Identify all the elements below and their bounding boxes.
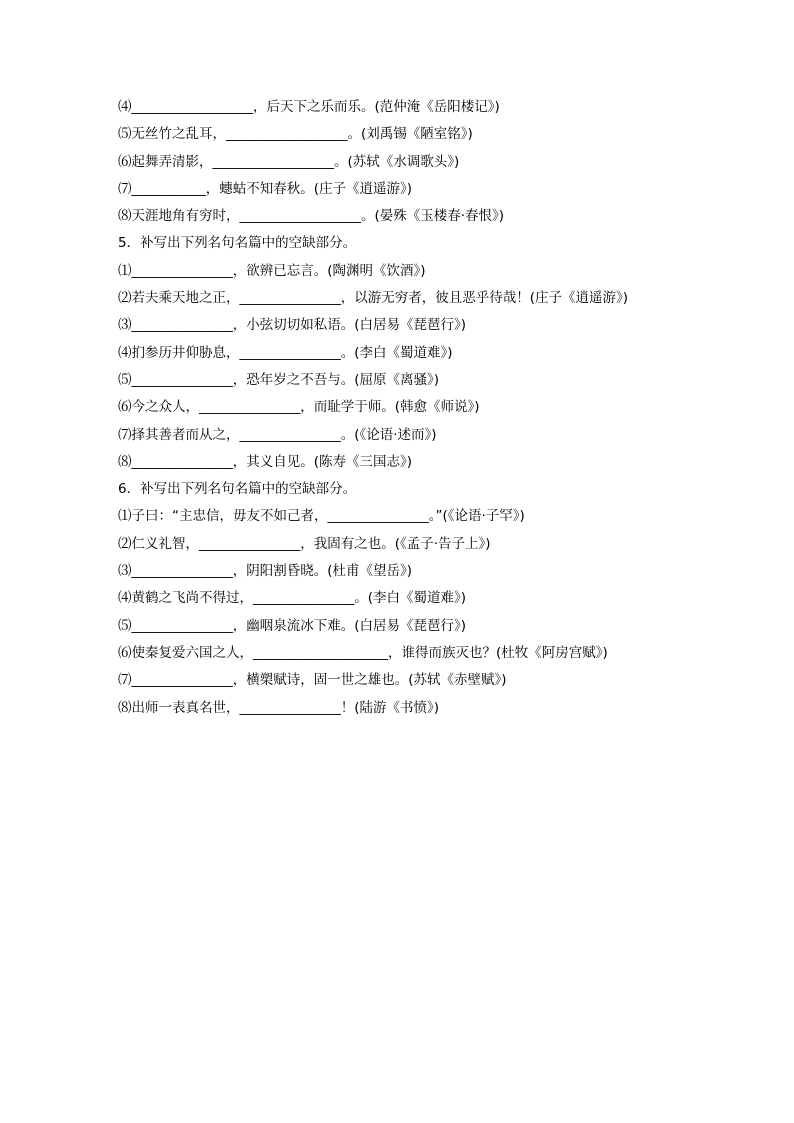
question-line-5-8: ⑻_______________，其义自见。(陈寿《三国志》) — [118, 453, 413, 470]
question-line-4-7: ⑺___________，蟪蛄不知春秋。(庄子《逍遥游》) — [118, 180, 413, 197]
question-line-4-4: ⑷__________________，后天下之乐而乐。(范仲淹《岳阳楼记》) — [118, 99, 500, 115]
question-line-6-1: ⑴子曰：“主忠信，毋友不如己者，_______________。”(《论语·子罕》) — [118, 508, 525, 525]
question-line-4-5: ⑸无丝竹之乱耳，__________________。(刘禹锡《陋室铭》) — [118, 126, 473, 143]
question-line-5-2: ⑵若夫乘天地之正，_______________，以游无穷者，彼且恶乎待哉！(庄子《逍遥游》) — [118, 290, 629, 307]
document-body — [118, 94, 738, 722]
question-line-5-4: ⑷扪参历井仰胁息，_______________。(李白《蜀道难》) — [118, 344, 453, 361]
question-line-6-8: ⑻出师一表真名世，_______________！(陆游《书愤》) — [118, 699, 440, 716]
question-5-heading: 5．补写出下列名句名篇中的空缺部分。 — [118, 235, 357, 252]
question-line-4-6: ⑹起舞弄清影，__________________。(苏轼《水调歌头》) — [118, 153, 460, 170]
question-line-6-2: ⑵仁义礼智，_______________，我固有之也。(《孟子·告子上》) — [118, 535, 491, 552]
question-line-5-3: ⑶_______________，小弦切切如私语。(白居易《琵琶行》) — [118, 317, 467, 334]
question-6-heading: 6．补写出下列名句名篇中的空缺部分。 — [118, 481, 357, 498]
question-line-5-5: ⑸_______________，恐年岁之不吾与。(屈原《离骚》) — [118, 371, 440, 388]
question-line-6-7: ⑺_______________，横槊赋诗，固一世之雄也。(苏轼《赤壁赋》) — [118, 672, 507, 689]
question-line-4-8: ⑻天涯地角有穷时，__________________。(晏殊《玉楼春·春恨》) — [118, 208, 505, 225]
question-line-5-7: ⑺择其善者而从之，_______________。(《论语·述而》) — [118, 426, 437, 443]
question-line-6-5: ⑸_______________，幽咽泉流冰下难。(白居易《琵琶行》) — [118, 617, 467, 634]
question-line-5-6: ⑹今之众人，_______________，而耻学于师。(韩愈《师说》) — [118, 399, 480, 416]
question-line-6-3: ⑶_______________，阴阳割昏晓。(杜甫《望岳》) — [118, 563, 413, 580]
question-line-6-4: ⑷黄鹤之飞尚不得过，_______________。(李白《蜀道难》) — [118, 590, 467, 607]
question-line-5-1: ⑴_______________，欲辨已忘言。(陶渊明《饮酒》) — [118, 262, 426, 279]
question-line-6-6: ⑹使秦复爱六国之人，____________________，谁得而族灭也？(杜牧《阿房宫赋》) — [118, 644, 608, 661]
